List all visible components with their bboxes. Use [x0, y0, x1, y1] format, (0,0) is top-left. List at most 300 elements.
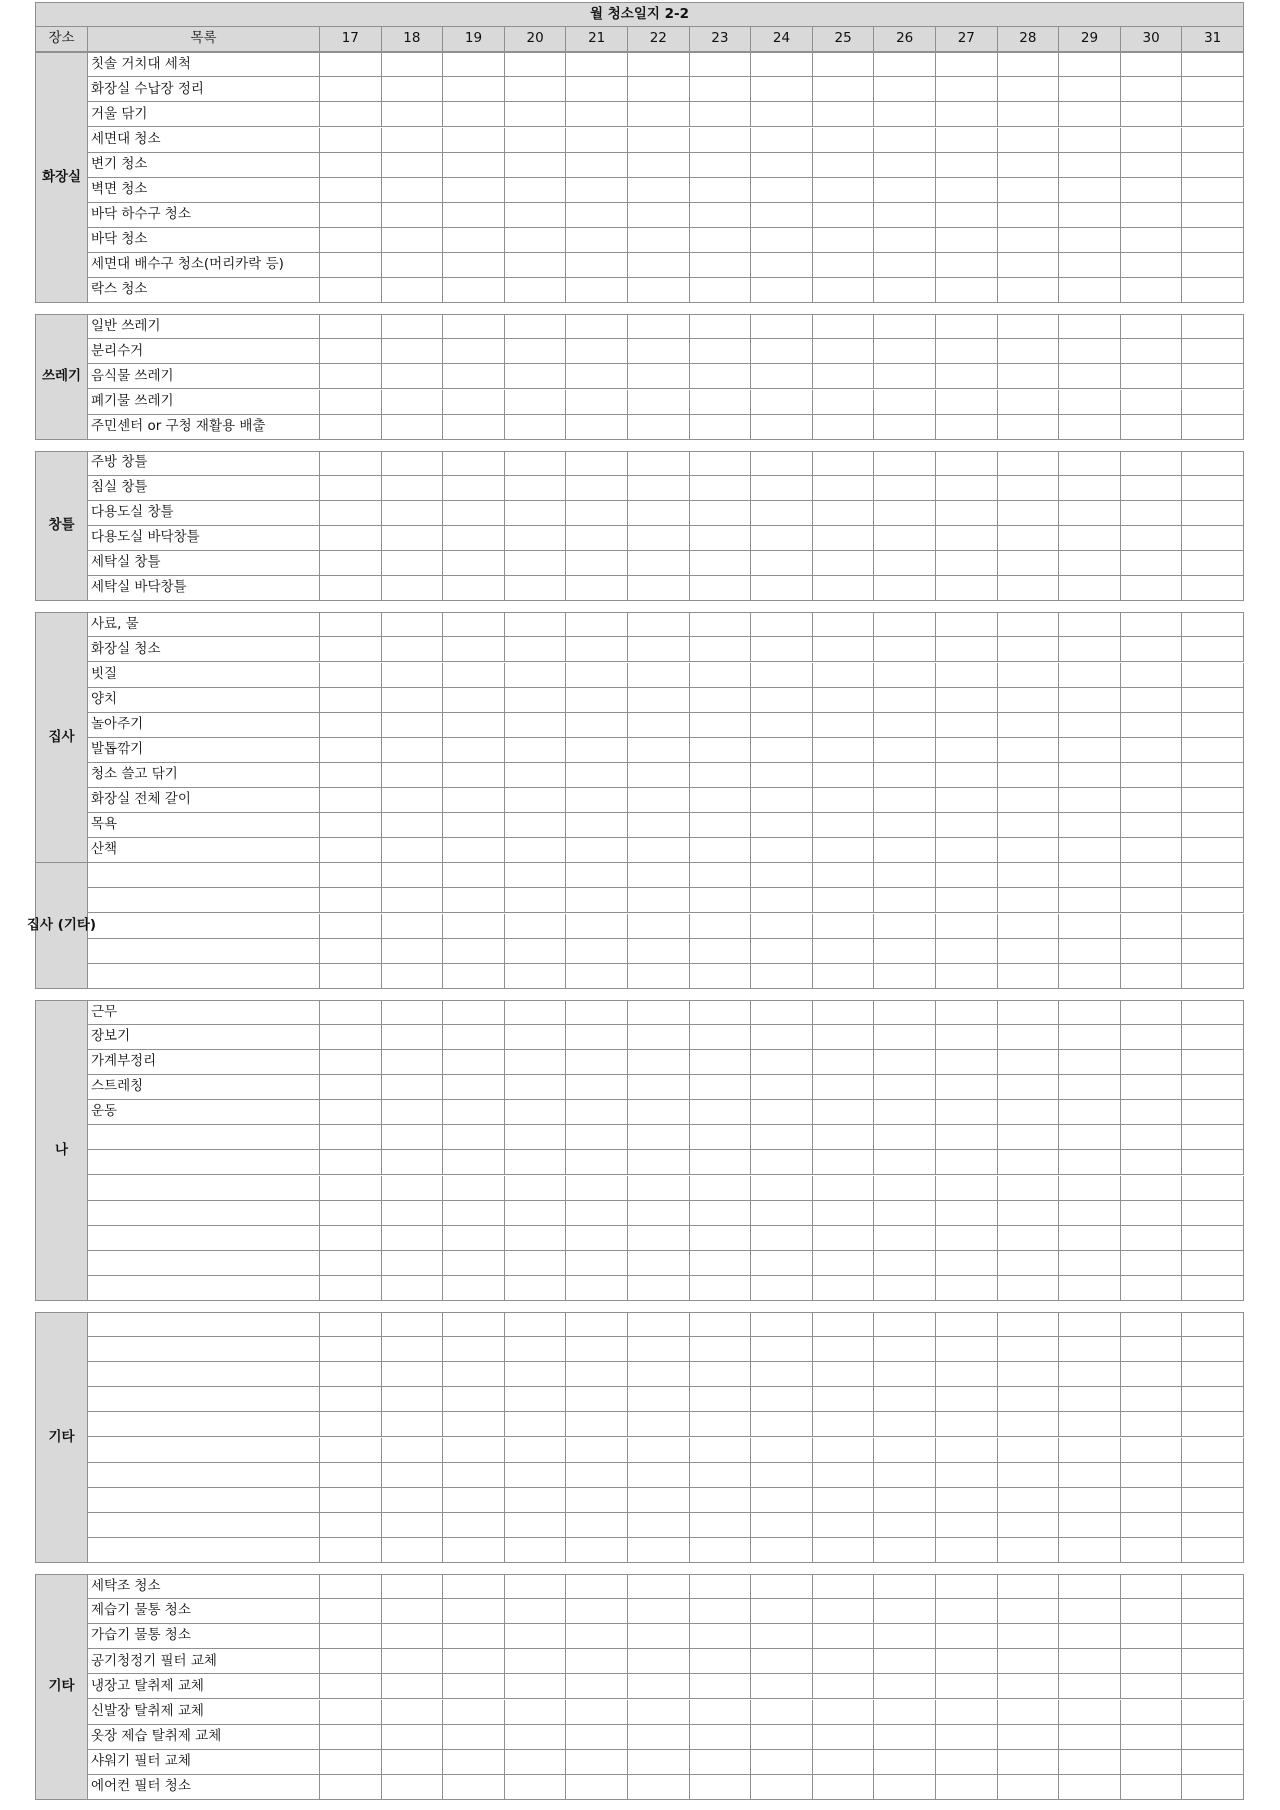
- check-cell-day-19[interactable]: [443, 688, 505, 713]
- check-cell-day-19[interactable]: [443, 1438, 505, 1463]
- check-cell-day-19[interactable]: [443, 364, 505, 389]
- check-cell-day-19[interactable]: [443, 476, 505, 501]
- check-cell-day-18[interactable]: [382, 1387, 444, 1412]
- check-cell-day-25[interactable]: [813, 1775, 875, 1800]
- check-cell-day-30[interactable]: [1121, 1463, 1183, 1488]
- check-cell-day-27[interactable]: [936, 1412, 998, 1437]
- check-cell-day-19[interactable]: [443, 203, 505, 228]
- check-cell-day-22[interactable]: [628, 228, 690, 253]
- check-cell-day-17[interactable]: [320, 153, 382, 178]
- check-cell-day-21[interactable]: [566, 52, 628, 77]
- check-cell-day-24[interactable]: [751, 1150, 813, 1175]
- check-cell-day-17[interactable]: [320, 314, 382, 339]
- check-cell-day-30[interactable]: [1121, 1438, 1183, 1463]
- check-cell-day-26[interactable]: [874, 1150, 936, 1175]
- check-cell-day-21[interactable]: [566, 1412, 628, 1437]
- check-cell-day-18[interactable]: [382, 278, 444, 303]
- check-cell-day-21[interactable]: [566, 1674, 628, 1699]
- check-cell-day-30[interactable]: [1121, 390, 1183, 415]
- check-cell-day-23[interactable]: [690, 1700, 752, 1725]
- check-cell-day-22[interactable]: [628, 1125, 690, 1150]
- check-cell-day-17[interactable]: [320, 738, 382, 763]
- check-cell-day-20[interactable]: [505, 1251, 567, 1276]
- check-cell-day-20[interactable]: [505, 1025, 567, 1050]
- check-cell-day-17[interactable]: [320, 788, 382, 813]
- check-cell-day-22[interactable]: [628, 888, 690, 913]
- check-cell-day-26[interactable]: [874, 1000, 936, 1025]
- check-cell-day-31[interactable]: [1182, 1025, 1244, 1050]
- check-cell-day-19[interactable]: [443, 939, 505, 964]
- check-cell-day-23[interactable]: [690, 203, 752, 228]
- check-cell-day-17[interactable]: [320, 1150, 382, 1175]
- check-cell-day-29[interactable]: [1059, 1226, 1121, 1251]
- check-cell-day-28[interactable]: [998, 128, 1060, 153]
- check-cell-day-17[interactable]: [320, 228, 382, 253]
- check-cell-day-30[interactable]: [1121, 1412, 1183, 1437]
- check-cell-day-19[interactable]: [443, 1050, 505, 1075]
- check-cell-day-31[interactable]: [1182, 178, 1244, 203]
- check-cell-day-30[interactable]: [1121, 1387, 1183, 1412]
- check-cell-day-25[interactable]: [813, 102, 875, 127]
- check-cell-day-31[interactable]: [1182, 688, 1244, 713]
- check-cell-day-30[interactable]: [1121, 153, 1183, 178]
- check-cell-day-18[interactable]: [382, 1337, 444, 1362]
- check-cell-day-23[interactable]: [690, 1674, 752, 1699]
- check-cell-day-23[interactable]: [690, 838, 752, 863]
- check-cell-day-27[interactable]: [936, 415, 998, 440]
- check-cell-day-30[interactable]: [1121, 1700, 1183, 1725]
- check-cell-day-30[interactable]: [1121, 1750, 1183, 1775]
- check-cell-day-27[interactable]: [936, 637, 998, 662]
- check-cell-day-17[interactable]: [320, 1226, 382, 1251]
- check-cell-day-30[interactable]: [1121, 612, 1183, 637]
- check-cell-day-21[interactable]: [566, 476, 628, 501]
- check-cell-day-24[interactable]: [751, 637, 813, 662]
- check-cell-day-25[interactable]: [813, 253, 875, 278]
- check-cell-day-31[interactable]: [1182, 738, 1244, 763]
- check-cell-day-23[interactable]: [690, 1725, 752, 1750]
- check-cell-day-19[interactable]: [443, 128, 505, 153]
- check-cell-day-26[interactable]: [874, 278, 936, 303]
- check-cell-day-19[interactable]: [443, 415, 505, 440]
- check-cell-day-26[interactable]: [874, 788, 936, 813]
- check-cell-day-26[interactable]: [874, 1276, 936, 1301]
- check-cell-day-20[interactable]: [505, 1176, 567, 1201]
- check-cell-day-20[interactable]: [505, 1649, 567, 1674]
- check-cell-day-23[interactable]: [690, 415, 752, 440]
- check-cell-day-22[interactable]: [628, 314, 690, 339]
- check-cell-day-31[interactable]: [1182, 1362, 1244, 1387]
- check-cell-day-21[interactable]: [566, 203, 628, 228]
- check-cell-day-25[interactable]: [813, 964, 875, 989]
- check-cell-day-31[interactable]: [1182, 888, 1244, 913]
- check-cell-day-19[interactable]: [443, 526, 505, 551]
- check-cell-day-31[interactable]: [1182, 1674, 1244, 1699]
- check-cell-day-21[interactable]: [566, 1025, 628, 1050]
- check-cell-day-31[interactable]: [1182, 663, 1244, 688]
- check-cell-day-20[interactable]: [505, 1125, 567, 1150]
- check-cell-day-23[interactable]: [690, 1574, 752, 1599]
- check-cell-day-17[interactable]: [320, 339, 382, 364]
- check-cell-day-21[interactable]: [566, 1000, 628, 1025]
- check-cell-day-30[interactable]: [1121, 1775, 1183, 1800]
- check-cell-day-28[interactable]: [998, 1150, 1060, 1175]
- check-cell-day-26[interactable]: [874, 813, 936, 838]
- check-cell-day-24[interactable]: [751, 1574, 813, 1599]
- check-cell-day-30[interactable]: [1121, 1599, 1183, 1624]
- check-cell-day-30[interactable]: [1121, 663, 1183, 688]
- check-cell-day-19[interactable]: [443, 888, 505, 913]
- check-cell-day-29[interactable]: [1059, 1075, 1121, 1100]
- check-cell-day-21[interactable]: [566, 1538, 628, 1563]
- check-cell-day-27[interactable]: [936, 228, 998, 253]
- check-cell-day-28[interactable]: [998, 813, 1060, 838]
- check-cell-day-23[interactable]: [690, 663, 752, 688]
- check-cell-day-21[interactable]: [566, 576, 628, 601]
- check-cell-day-24[interactable]: [751, 1025, 813, 1050]
- check-cell-day-21[interactable]: [566, 1251, 628, 1276]
- check-cell-day-19[interactable]: [443, 1463, 505, 1488]
- check-cell-day-27[interactable]: [936, 1100, 998, 1125]
- check-cell-day-31[interactable]: [1182, 939, 1244, 964]
- check-cell-day-17[interactable]: [320, 1337, 382, 1362]
- check-cell-day-27[interactable]: [936, 153, 998, 178]
- check-cell-day-23[interactable]: [690, 1251, 752, 1276]
- check-cell-day-28[interactable]: [998, 314, 1060, 339]
- check-cell-day-18[interactable]: [382, 637, 444, 662]
- check-cell-day-18[interactable]: [382, 551, 444, 576]
- check-cell-day-18[interactable]: [382, 1100, 444, 1125]
- check-cell-day-23[interactable]: [690, 128, 752, 153]
- check-cell-day-28[interactable]: [998, 1513, 1060, 1538]
- check-cell-day-18[interactable]: [382, 663, 444, 688]
- check-cell-day-22[interactable]: [628, 1025, 690, 1050]
- check-cell-day-30[interactable]: [1121, 203, 1183, 228]
- check-cell-day-17[interactable]: [320, 888, 382, 913]
- check-cell-day-31[interactable]: [1182, 1125, 1244, 1150]
- check-cell-day-23[interactable]: [690, 476, 752, 501]
- check-cell-day-22[interactable]: [628, 1201, 690, 1226]
- check-cell-day-18[interactable]: [382, 1438, 444, 1463]
- check-cell-day-23[interactable]: [690, 551, 752, 576]
- check-cell-day-27[interactable]: [936, 1538, 998, 1563]
- check-cell-day-28[interactable]: [998, 838, 1060, 863]
- check-cell-day-20[interactable]: [505, 339, 567, 364]
- check-cell-day-17[interactable]: [320, 1750, 382, 1775]
- check-cell-day-29[interactable]: [1059, 637, 1121, 662]
- check-cell-day-23[interactable]: [690, 576, 752, 601]
- check-cell-day-28[interactable]: [998, 278, 1060, 303]
- check-cell-day-22[interactable]: [628, 1463, 690, 1488]
- check-cell-day-30[interactable]: [1121, 713, 1183, 738]
- check-cell-day-28[interactable]: [998, 1725, 1060, 1750]
- check-cell-day-28[interactable]: [998, 228, 1060, 253]
- check-cell-day-23[interactable]: [690, 1438, 752, 1463]
- check-cell-day-17[interactable]: [320, 1100, 382, 1125]
- check-cell-day-29[interactable]: [1059, 52, 1121, 77]
- check-cell-day-30[interactable]: [1121, 451, 1183, 476]
- check-cell-day-31[interactable]: [1182, 278, 1244, 303]
- check-cell-day-22[interactable]: [628, 1000, 690, 1025]
- check-cell-day-17[interactable]: [320, 364, 382, 389]
- check-cell-day-28[interactable]: [998, 1226, 1060, 1251]
- check-cell-day-23[interactable]: [690, 688, 752, 713]
- check-cell-day-31[interactable]: [1182, 637, 1244, 662]
- check-cell-day-17[interactable]: [320, 203, 382, 228]
- check-cell-day-18[interactable]: [382, 314, 444, 339]
- check-cell-day-30[interactable]: [1121, 688, 1183, 713]
- check-cell-day-22[interactable]: [628, 253, 690, 278]
- check-cell-day-21[interactable]: [566, 128, 628, 153]
- check-cell-day-22[interactable]: [628, 1176, 690, 1201]
- check-cell-day-29[interactable]: [1059, 1050, 1121, 1075]
- check-cell-day-22[interactable]: [628, 551, 690, 576]
- check-cell-day-24[interactable]: [751, 1599, 813, 1624]
- check-cell-day-30[interactable]: [1121, 415, 1183, 440]
- check-cell-day-23[interactable]: [690, 1226, 752, 1251]
- check-cell-day-17[interactable]: [320, 1312, 382, 1337]
- check-cell-day-24[interactable]: [751, 52, 813, 77]
- check-cell-day-26[interactable]: [874, 863, 936, 888]
- check-cell-day-22[interactable]: [628, 1276, 690, 1301]
- check-cell-day-27[interactable]: [936, 1438, 998, 1463]
- check-cell-day-23[interactable]: [690, 1750, 752, 1775]
- check-cell-day-22[interactable]: [628, 576, 690, 601]
- check-cell-day-26[interactable]: [874, 153, 936, 178]
- check-cell-day-29[interactable]: [1059, 1276, 1121, 1301]
- check-cell-day-23[interactable]: [690, 1176, 752, 1201]
- check-cell-day-20[interactable]: [505, 1312, 567, 1337]
- check-cell-day-21[interactable]: [566, 102, 628, 127]
- check-cell-day-18[interactable]: [382, 1276, 444, 1301]
- check-cell-day-22[interactable]: [628, 1226, 690, 1251]
- check-cell-day-21[interactable]: [566, 788, 628, 813]
- check-cell-day-21[interactable]: [566, 1362, 628, 1387]
- check-cell-day-30[interactable]: [1121, 1176, 1183, 1201]
- check-cell-day-28[interactable]: [998, 1574, 1060, 1599]
- check-cell-day-17[interactable]: [320, 1176, 382, 1201]
- check-cell-day-23[interactable]: [690, 339, 752, 364]
- check-cell-day-22[interactable]: [628, 838, 690, 863]
- check-cell-day-30[interactable]: [1121, 763, 1183, 788]
- check-cell-day-26[interactable]: [874, 77, 936, 102]
- check-cell-day-26[interactable]: [874, 228, 936, 253]
- check-cell-day-21[interactable]: [566, 1649, 628, 1674]
- check-cell-day-20[interactable]: [505, 888, 567, 913]
- check-cell-day-17[interactable]: [320, 813, 382, 838]
- check-cell-day-31[interactable]: [1182, 1750, 1244, 1775]
- check-cell-day-27[interactable]: [936, 1599, 998, 1624]
- check-cell-day-21[interactable]: [566, 178, 628, 203]
- check-cell-day-25[interactable]: [813, 1412, 875, 1437]
- check-cell-day-17[interactable]: [320, 713, 382, 738]
- check-cell-day-18[interactable]: [382, 77, 444, 102]
- check-cell-day-27[interactable]: [936, 102, 998, 127]
- check-cell-day-27[interactable]: [936, 1312, 998, 1337]
- check-cell-day-28[interactable]: [998, 1538, 1060, 1563]
- check-cell-day-19[interactable]: [443, 228, 505, 253]
- check-cell-day-20[interactable]: [505, 1538, 567, 1563]
- check-cell-day-19[interactable]: [443, 1025, 505, 1050]
- check-cell-day-30[interactable]: [1121, 888, 1183, 913]
- check-cell-day-17[interactable]: [320, 1674, 382, 1699]
- check-cell-day-21[interactable]: [566, 415, 628, 440]
- check-cell-day-25[interactable]: [813, 888, 875, 913]
- check-cell-day-18[interactable]: [382, 1226, 444, 1251]
- check-cell-day-22[interactable]: [628, 1337, 690, 1362]
- check-cell-day-25[interactable]: [813, 1337, 875, 1362]
- check-cell-day-24[interactable]: [751, 1050, 813, 1075]
- check-cell-day-19[interactable]: [443, 1100, 505, 1125]
- check-cell-day-22[interactable]: [628, 663, 690, 688]
- check-cell-day-18[interactable]: [382, 102, 444, 127]
- check-cell-day-24[interactable]: [751, 888, 813, 913]
- check-cell-day-22[interactable]: [628, 939, 690, 964]
- check-cell-day-31[interactable]: [1182, 102, 1244, 127]
- check-cell-day-27[interactable]: [936, 128, 998, 153]
- check-cell-day-21[interactable]: [566, 1624, 628, 1649]
- check-cell-day-27[interactable]: [936, 364, 998, 389]
- check-cell-day-27[interactable]: [936, 551, 998, 576]
- check-cell-day-18[interactable]: [382, 813, 444, 838]
- check-cell-day-17[interactable]: [320, 1624, 382, 1649]
- check-cell-day-29[interactable]: [1059, 813, 1121, 838]
- check-cell-day-18[interactable]: [382, 364, 444, 389]
- check-cell-day-30[interactable]: [1121, 738, 1183, 763]
- check-cell-day-19[interactable]: [443, 52, 505, 77]
- check-cell-day-24[interactable]: [751, 1438, 813, 1463]
- check-cell-day-20[interactable]: [505, 1463, 567, 1488]
- check-cell-day-20[interactable]: [505, 612, 567, 637]
- check-cell-day-20[interactable]: [505, 451, 567, 476]
- check-cell-day-24[interactable]: [751, 1226, 813, 1251]
- check-cell-day-31[interactable]: [1182, 1251, 1244, 1276]
- check-cell-day-29[interactable]: [1059, 314, 1121, 339]
- check-cell-day-18[interactable]: [382, 713, 444, 738]
- check-cell-day-31[interactable]: [1182, 1538, 1244, 1563]
- check-cell-day-20[interactable]: [505, 939, 567, 964]
- check-cell-day-27[interactable]: [936, 1226, 998, 1251]
- check-cell-day-24[interactable]: [751, 1201, 813, 1226]
- check-cell-day-31[interactable]: [1182, 314, 1244, 339]
- check-cell-day-25[interactable]: [813, 1674, 875, 1699]
- check-cell-day-22[interactable]: [628, 1150, 690, 1175]
- check-cell-day-25[interactable]: [813, 1574, 875, 1599]
- check-cell-day-19[interactable]: [443, 1150, 505, 1175]
- check-cell-day-26[interactable]: [874, 1700, 936, 1725]
- check-cell-day-28[interactable]: [998, 1438, 1060, 1463]
- check-cell-day-28[interactable]: [998, 763, 1060, 788]
- check-cell-day-22[interactable]: [628, 339, 690, 364]
- check-cell-day-27[interactable]: [936, 863, 998, 888]
- check-cell-day-23[interactable]: [690, 713, 752, 738]
- check-cell-day-19[interactable]: [443, 451, 505, 476]
- check-cell-day-24[interactable]: [751, 763, 813, 788]
- check-cell-day-20[interactable]: [505, 914, 567, 939]
- check-cell-day-19[interactable]: [443, 964, 505, 989]
- check-cell-day-30[interactable]: [1121, 1075, 1183, 1100]
- check-cell-day-27[interactable]: [936, 788, 998, 813]
- check-cell-day-27[interactable]: [936, 738, 998, 763]
- check-cell-day-27[interactable]: [936, 1025, 998, 1050]
- check-cell-day-31[interactable]: [1182, 1276, 1244, 1301]
- check-cell-day-18[interactable]: [382, 476, 444, 501]
- check-cell-day-22[interactable]: [628, 763, 690, 788]
- check-cell-day-31[interactable]: [1182, 576, 1244, 601]
- check-cell-day-20[interactable]: [505, 1362, 567, 1387]
- check-cell-day-23[interactable]: [690, 278, 752, 303]
- check-cell-day-29[interactable]: [1059, 1574, 1121, 1599]
- check-cell-day-28[interactable]: [998, 1700, 1060, 1725]
- check-cell-day-29[interactable]: [1059, 663, 1121, 688]
- check-cell-day-18[interactable]: [382, 1125, 444, 1150]
- check-cell-day-30[interactable]: [1121, 1574, 1183, 1599]
- check-cell-day-26[interactable]: [874, 1624, 936, 1649]
- check-cell-day-18[interactable]: [382, 178, 444, 203]
- check-cell-day-30[interactable]: [1121, 526, 1183, 551]
- check-cell-day-25[interactable]: [813, 228, 875, 253]
- check-cell-day-18[interactable]: [382, 1251, 444, 1276]
- check-cell-day-19[interactable]: [443, 1251, 505, 1276]
- check-cell-day-30[interactable]: [1121, 228, 1183, 253]
- check-cell-day-27[interactable]: [936, 1488, 998, 1513]
- check-cell-day-23[interactable]: [690, 1276, 752, 1301]
- check-cell-day-24[interactable]: [751, 1125, 813, 1150]
- check-cell-day-29[interactable]: [1059, 964, 1121, 989]
- check-cell-day-27[interactable]: [936, 1649, 998, 1674]
- check-cell-day-22[interactable]: [628, 1251, 690, 1276]
- check-cell-day-22[interactable]: [628, 1750, 690, 1775]
- check-cell-day-17[interactable]: [320, 1649, 382, 1674]
- check-cell-day-17[interactable]: [320, 476, 382, 501]
- check-cell-day-19[interactable]: [443, 1574, 505, 1599]
- check-cell-day-31[interactable]: [1182, 1624, 1244, 1649]
- check-cell-day-20[interactable]: [505, 551, 567, 576]
- check-cell-day-31[interactable]: [1182, 1000, 1244, 1025]
- check-cell-day-28[interactable]: [998, 612, 1060, 637]
- check-cell-day-25[interactable]: [813, 1387, 875, 1412]
- check-cell-day-26[interactable]: [874, 1574, 936, 1599]
- check-cell-day-22[interactable]: [628, 364, 690, 389]
- check-cell-day-31[interactable]: [1182, 1513, 1244, 1538]
- check-cell-day-27[interactable]: [936, 888, 998, 913]
- check-cell-day-17[interactable]: [320, 1463, 382, 1488]
- check-cell-day-23[interactable]: [690, 153, 752, 178]
- check-cell-day-25[interactable]: [813, 203, 875, 228]
- check-cell-day-25[interactable]: [813, 1176, 875, 1201]
- check-cell-day-20[interactable]: [505, 203, 567, 228]
- check-cell-day-28[interactable]: [998, 1251, 1060, 1276]
- check-cell-day-26[interactable]: [874, 838, 936, 863]
- check-cell-day-17[interactable]: [320, 1000, 382, 1025]
- check-cell-day-22[interactable]: [628, 1412, 690, 1437]
- check-cell-day-30[interactable]: [1121, 551, 1183, 576]
- check-cell-day-22[interactable]: [628, 1775, 690, 1800]
- check-cell-day-26[interactable]: [874, 738, 936, 763]
- check-cell-day-21[interactable]: [566, 551, 628, 576]
- check-cell-day-27[interactable]: [936, 688, 998, 713]
- check-cell-day-29[interactable]: [1059, 1150, 1121, 1175]
- check-cell-day-21[interactable]: [566, 1463, 628, 1488]
- check-cell-day-18[interactable]: [382, 253, 444, 278]
- check-cell-day-21[interactable]: [566, 663, 628, 688]
- check-cell-day-23[interactable]: [690, 1201, 752, 1226]
- check-cell-day-30[interactable]: [1121, 1649, 1183, 1674]
- check-cell-day-19[interactable]: [443, 77, 505, 102]
- check-cell-day-30[interactable]: [1121, 914, 1183, 939]
- check-cell-day-28[interactable]: [998, 1276, 1060, 1301]
- check-cell-day-21[interactable]: [566, 1337, 628, 1362]
